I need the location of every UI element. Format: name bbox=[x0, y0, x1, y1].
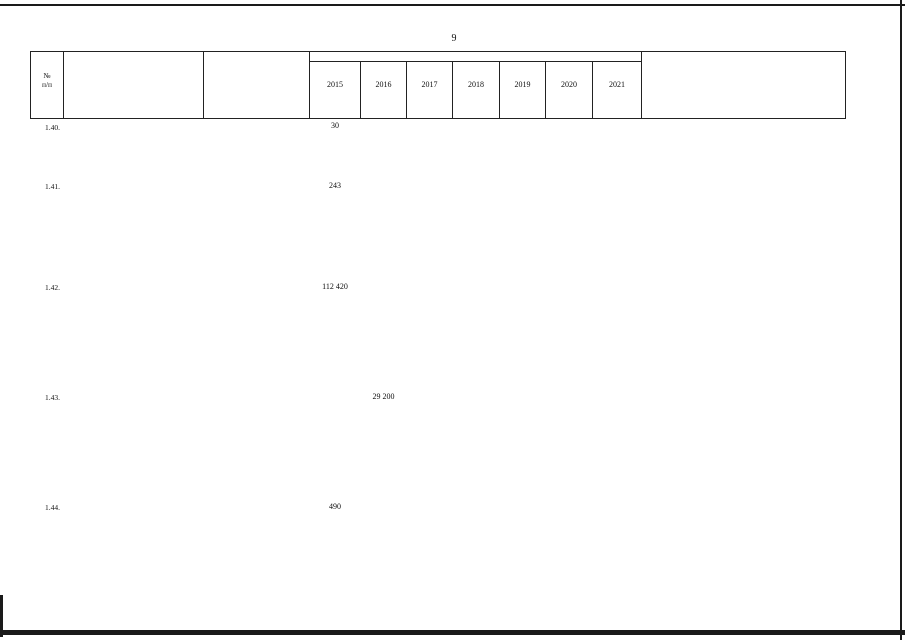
scan-top-border bbox=[0, 4, 905, 6]
year-column-divider bbox=[406, 61, 407, 119]
institution-cell bbox=[648, 504, 840, 544]
service-name-cell bbox=[66, 284, 201, 382]
header-column-divider bbox=[845, 51, 846, 119]
year-2017-header: 2017 bbox=[421, 80, 438, 89]
measure-unit-cell bbox=[206, 183, 307, 231]
measure-unit-cell bbox=[206, 124, 307, 172]
year-2019-header: 2019 bbox=[514, 80, 531, 89]
value-2015-cell: 112 420 bbox=[322, 283, 348, 291]
year-column-divider bbox=[452, 61, 453, 119]
header-column-divider bbox=[203, 51, 204, 119]
measure-unit-cell bbox=[206, 504, 307, 534]
year-column-divider bbox=[592, 61, 593, 119]
institution-cell bbox=[648, 284, 840, 314]
header-number: № п/п bbox=[41, 71, 53, 89]
row-number: 1.44. bbox=[45, 504, 60, 512]
row-number: 1.43. bbox=[45, 394, 60, 402]
value-2016-cell: 29 200 bbox=[372, 393, 395, 401]
service-name-cell bbox=[66, 124, 201, 154]
year-column-divider bbox=[545, 61, 546, 119]
row-number: 1.42. bbox=[45, 284, 60, 292]
header-column-divider bbox=[641, 51, 642, 119]
year-2015-header: 2015 bbox=[327, 80, 343, 89]
measure-unit-cell bbox=[206, 284, 307, 294]
value-2015-cell: 243 bbox=[329, 182, 341, 190]
header-indicator-values bbox=[312, 53, 639, 62]
year-2018-header: 2018 bbox=[468, 80, 484, 89]
scan-bottom-border bbox=[0, 630, 905, 635]
service-name-cell bbox=[66, 504, 201, 584]
header-measure-unit bbox=[206, 61, 307, 107]
scan-right-edge bbox=[900, 0, 902, 640]
year-column-divider bbox=[360, 61, 361, 119]
value-2015-cell: 490 bbox=[329, 503, 341, 511]
header-institution-name bbox=[646, 70, 842, 106]
measure-unit-cell bbox=[206, 394, 307, 404]
header-column-divider bbox=[30, 51, 31, 119]
page-number: 9 bbox=[451, 33, 457, 44]
year-2020-header: 2020 bbox=[561, 80, 577, 89]
institution-cell bbox=[648, 394, 840, 424]
header-service-name bbox=[66, 61, 201, 107]
institution-cell bbox=[648, 124, 840, 154]
service-name-cell bbox=[66, 183, 201, 272]
header-bottom-line bbox=[30, 118, 846, 119]
year-2021-header: 2021 bbox=[609, 80, 625, 89]
header-column-divider bbox=[63, 51, 64, 119]
row-number: 1.41. bbox=[45, 183, 60, 191]
row-number: 1.40. bbox=[45, 124, 60, 132]
header-top-line bbox=[30, 51, 846, 52]
value-2015-cell: 30 bbox=[331, 122, 339, 130]
year-2016-header: 2016 bbox=[375, 80, 392, 89]
institution-cell bbox=[648, 183, 840, 231]
year-column-divider bbox=[499, 61, 500, 119]
service-name-cell bbox=[66, 394, 201, 492]
